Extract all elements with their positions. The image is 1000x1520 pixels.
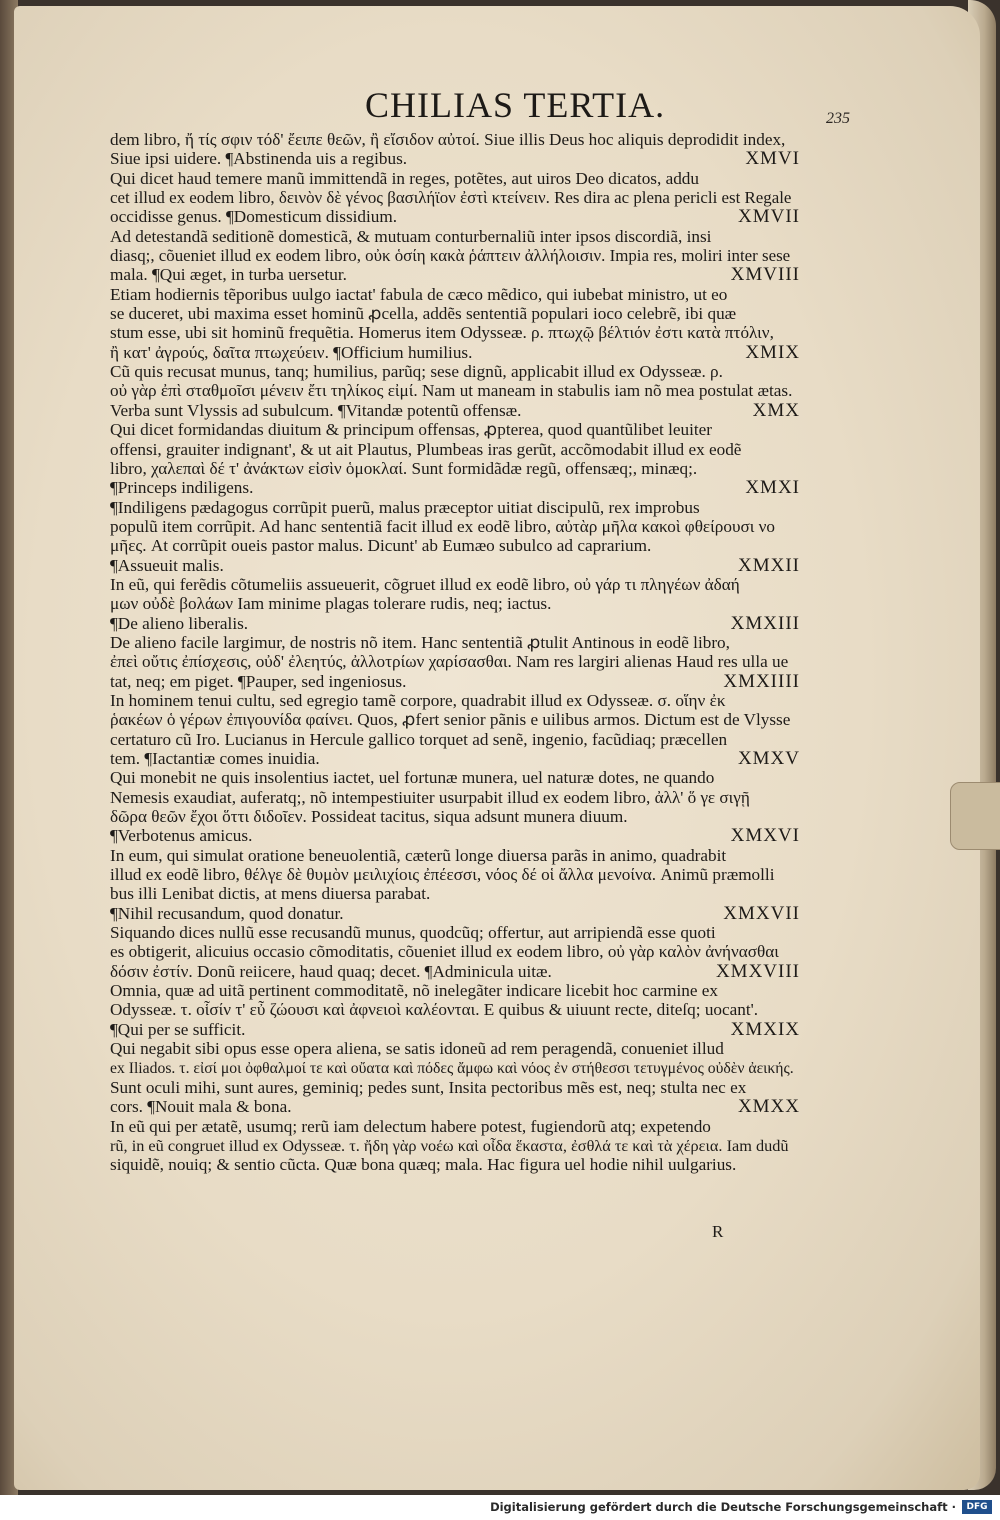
- line-text: δόσιν ἐστίν. Donũ reiicere, haud quaq; decet. ¶Adminicula uitæ.: [110, 961, 552, 981]
- text-line: [110, 1020, 800, 1039]
- line-text: bus illi Lenibat dictis, at mens diuersa parabat.: [110, 884, 431, 904]
- text-line: [110, 536, 800, 555]
- line-text: siquidẽ, nouiq; & sentio cũcta. Quæ bona quæq; mala. Hac figura uel hodie nihil uulgarius.: [110, 1155, 737, 1175]
- text-line: [110, 749, 800, 768]
- text-line: [110, 1155, 800, 1174]
- text-line: [110, 459, 800, 478]
- text-line: [110, 575, 800, 594]
- text-line: [110, 1039, 800, 1058]
- text-line: [110, 633, 800, 652]
- text-line: [110, 884, 800, 903]
- text-line: [110, 1059, 800, 1078]
- text-line: [110, 807, 800, 826]
- funding-credit: Digitalisierung gefördert durch die Deutsche Forschungsgemeinschaft ·: [490, 1500, 956, 1514]
- line-text: es obtigerit, alicuius occasio cõmoditatis, cõueniet illud ex eodem libro, οὐ γὰρ καλὸν ἀνήνασθαι: [110, 942, 779, 962]
- text-line: [110, 1136, 800, 1155]
- line-text: ῥακέων ὁ γέρων ἐπιγουνίδα φαίνει. Quos, ꝓfert senior pãnis e uilibus armos. Dictum est de Vlysse: [110, 710, 791, 730]
- line-text: Nemesis exaudiat, auferatq;, nõ intempestiuiter usurpabit illud ex eodem libro, ἀλλ' ὅ γε σιγῇ: [110, 787, 750, 807]
- line-text: Ad detestandã seditionẽ domesticã, & mutuam conturbernaliũ inter ipsos discordiã, insi: [110, 226, 712, 246]
- line-text: Qui monebit ne quis insolentius iactet, uel fortunæ munera, uel naturæ dotes, ne quando: [110, 768, 715, 788]
- entry-number: XMXVII: [723, 903, 800, 924]
- entry-number: XMXI: [745, 478, 800, 498]
- line-text: In hominem tenui cultu, sed egregio tamẽ corpore, quadrabit illud ex Odysseæ. σ. οἵην ἐκ: [110, 690, 726, 710]
- text-line: [110, 768, 800, 787]
- line-text: Sunt oculi mihi, sunt aures, geminiq; pedes sunt, Insita pectoribus mẽs est, neq; stulta nec ex: [110, 1077, 747, 1097]
- line-text: rũ, in eũ congruet illud ex Odysseæ. τ. ἤδη γὰρ νοέω καὶ οἶδα ἕκαστα, ἐσθλά τε καὶ τὰ χέρεια. Iam dudũ: [110, 1135, 789, 1155]
- line-text: tat, neq; em piget. ¶Pauper, sed ingeniosus.: [110, 671, 407, 691]
- text-line: [110, 981, 800, 1000]
- entry-number: XMXIII: [730, 613, 800, 633]
- line-text: ex Iliados. τ. εἰσί μοι ὀφθαλμοί τε καὶ οὔατα καὶ πόδες ἄμφω καὶ νόος ἐν στήθεσσι τετυγμένος οὐδὲν ἀεικής.: [110, 1059, 794, 1077]
- text-line: [110, 362, 800, 381]
- footer-bar: [0, 1495, 1000, 1520]
- text-line: [110, 710, 800, 729]
- line-text: ¶Nihil recusandum, quod donatur.: [110, 903, 344, 923]
- line-text: diasq;, cõueniet illud ex eodem libro, οὐκ ὁσίη κακὰ ῥάπτειν ἀλλήλοισιν. Impia res, moliri inter sese: [110, 246, 791, 266]
- line-text: illud ex eodẽ libro, θέλγε δὲ θυμὸν μειλιχίοις ἐπέεσσι, νόος δέ οἱ ἄλλα μενοίνα. Animũ præmolli: [110, 865, 775, 885]
- text-line: [110, 517, 800, 536]
- text-block: [110, 130, 800, 1175]
- text-line: [110, 826, 800, 845]
- text-line: [110, 1097, 800, 1116]
- text-line: [110, 904, 800, 923]
- text-line: [110, 149, 800, 168]
- text-line: [110, 227, 800, 246]
- text-line: [110, 594, 800, 613]
- line-text: In eũ, qui ferẽdis cõtumeliis assueuerit, cõgruet illud ex eodẽ libro, οὐ γάρ τι πληγέων ἀδαή: [110, 574, 740, 594]
- line-text: ¶Indiligens pædagogus corrũpit puerũ, malus præceptor uitiat discipulũ, rex improbus: [110, 497, 700, 517]
- text-line: [110, 1000, 800, 1019]
- text-line: [110, 265, 800, 284]
- entry-number: XMVI: [745, 149, 800, 169]
- line-text: Etiam hodiernis tẽporibus uulgo iactat' fabula de cæco mẽdico, qui iubebat ministro, ut eo: [110, 284, 728, 304]
- line-text: offensi, grauiter indignant', & ut ait Plautus, Plumbeas iras gerũt, accõmodabit illud ex eodẽ: [110, 439, 742, 459]
- entry-number: XMX: [752, 400, 800, 421]
- text-line: [110, 614, 800, 633]
- entry-number: XMXIX: [730, 1019, 800, 1040]
- line-text: Verba sunt Vlyssis ad subulcum. ¶Vitandæ potentũ offensæ.: [110, 400, 522, 420]
- entry-number: XMXX: [737, 1097, 800, 1117]
- page-header: [0, 84, 1000, 127]
- dfg-logo: DFG: [962, 1500, 992, 1514]
- text-line: [110, 923, 800, 942]
- text-line: [110, 440, 800, 459]
- text-line: [110, 846, 800, 865]
- line-text: Qui dicet haud temere manũ immittendã in reges, potẽtes, aut uiros Deo dicatos, addu: [110, 168, 699, 188]
- text-line: [110, 169, 800, 188]
- signature-mark: R: [712, 1222, 724, 1241]
- text-line: [110, 865, 800, 884]
- line-text: ¶De alieno liberalis.: [110, 613, 249, 633]
- text-line: [110, 942, 800, 961]
- text-line: [110, 652, 800, 671]
- line-text: Qui dicet formidandas diuitum & principum offensas, ꝓpterea, quod quantũlibet leuiter: [110, 420, 712, 440]
- line-text: dem libro, ἤ τίς σφιν τόδ' ἔειπε θεῶν, ἢ εἴσιδον αὐτοί. Siue illis Deus hoc aliquis deprodidit index,: [110, 130, 786, 149]
- line-text: libro, χαλεπαὶ δέ τ' ἀνάκτων εἰσὶν ὁμοκλαί. Sunt formidãdæ regũ, offensæq;, minæq;.: [110, 458, 698, 478]
- text-line: [110, 788, 800, 807]
- line-text: δῶρα θεῶν ἔχοι ὅττι διδοῖεν. Possideat tacitus, siqua adsunt munera diuum.: [110, 807, 628, 827]
- line-text: cet illud ex eodem libro, δεινὸν δὲ γένος βασιλήϊον ἐστὶ κτείνειν. Res dira ac plena pericli est Regale: [110, 188, 792, 208]
- entry-number: XMVIII: [730, 265, 800, 285]
- entry-number: XMXIIII: [723, 671, 800, 691]
- line-text: μων οὐδὲ βολάων Iam minime plagas tolerare rudis, neq; iactus.: [110, 594, 552, 614]
- text-line: [110, 207, 800, 226]
- text-line: [110, 246, 800, 265]
- text-line: [110, 285, 800, 304]
- line-text: se duceret, ubi maxima esset hominũ ꝓcella, addẽs sententiã populari ioco celebrẽ, ibi quæ: [110, 304, 737, 324]
- line-text: De alieno facile largimur, de nostris nõ item. Hanc sententiã ꝓtulit Antinous in eodẽ libro,: [110, 632, 730, 652]
- line-text: ¶Assueuit malis.: [110, 555, 224, 575]
- text-line: [110, 381, 800, 400]
- text-line: [110, 691, 800, 710]
- line-text: occidisse genus. ¶Domesticum dissidium.: [110, 207, 398, 227]
- line-text: ¶Verbotenus amicus.: [110, 826, 253, 846]
- entry-number: XMVII: [738, 207, 800, 227]
- page-tab: [950, 782, 1000, 850]
- text-line: [110, 672, 800, 691]
- line-text: Siue ipsi uidere. ¶Abstinenda uis a regibus.: [110, 149, 408, 169]
- entry-number: XMIX: [745, 342, 800, 363]
- text-line: [110, 1078, 800, 1097]
- line-text: ¶Qui per se sufficit.: [110, 1019, 246, 1039]
- line-text: Cũ quis recusat munus, tanq; humilius, parũq; sese dignũ, applicabit illud ex Odysseæ. ρ.: [110, 362, 723, 382]
- text-line: [110, 343, 800, 362]
- entry-number: XMXVIII: [715, 961, 800, 982]
- line-text: ¶Princeps indiligens.: [110, 478, 254, 498]
- line-text: tem. ¶Iactantiæ comes inuidia.: [110, 749, 320, 768]
- line-text: In eũ qui per ætatẽ, usumq; rerũ iam delectum habere potest, fugiendorũ atq; expetendo: [110, 1116, 711, 1136]
- line-text: Odysseæ. τ. οἷσίν τ' εὖ ζώουσι καὶ ἀφνειοὶ καλέονται. E quibus & uiuunt recte, diteſq; uocant'.: [110, 1000, 759, 1020]
- line-text: Qui negabit sibi opus esse opera aliena, se satis idoneũ ad rem peragendã, conueniet illud: [110, 1039, 724, 1059]
- line-text: μῆες. At corrũpit oueis pastor malus. Dicunt' ab Eumæo subulco ad caprarium.: [110, 536, 652, 556]
- line-text: stum esse, ubi sit hominũ frequẽtia. Homerus item Odysseæ. ρ. πτωχῷ βέλτιόν ἐστι κατὰ πτόλιν,: [110, 323, 774, 343]
- line-text: populũ item corrũpit. Ad hanc sententiã facit illud ex eodẽ libro, αὐτὰρ μῆλα κακοὶ φθείρουσι νο: [110, 516, 775, 536]
- line-text: mala. ¶Qui æget, in turba uersetur.: [110, 265, 347, 285]
- text-line: [110, 188, 800, 207]
- text-line: [110, 401, 800, 420]
- text-line: [110, 130, 800, 149]
- entry-number: XMXVI: [730, 826, 800, 846]
- text-line: [110, 498, 800, 517]
- running-head: CHILIAS TERTIA.: [365, 85, 666, 125]
- line-text: Omnia, quæ ad uitã pertinent commoditatẽ, nõ inelegãter indicare licebit hoc carmine ex: [110, 981, 719, 1001]
- text-line: [110, 478, 800, 497]
- text-line: [110, 730, 800, 749]
- line-text: οὐ γὰρ ἐπὶ σταθμοῖσι μένειν ἔτι τηλίκος εἰμί. Nam ut maneam in stabulis iam nõ mea postulat ætas.: [110, 381, 793, 401]
- entry-number: XMXV: [737, 749, 800, 769]
- line-text: Siquando dices nullũ esse recusandũ munus, quodcũq; offertur, aut arripiendã esse quoti: [110, 923, 716, 943]
- text-line: [110, 962, 800, 981]
- text-line: [110, 1117, 800, 1136]
- text-line: [110, 304, 800, 323]
- text-line: [110, 323, 800, 342]
- folio-number: 235: [826, 110, 850, 127]
- text-line: [110, 556, 800, 575]
- line-text: In eum, qui simulat oratione beneuolentiã, cæterũ longe diuersa parãs in animo, quadrabit: [110, 845, 727, 865]
- line-text: ἢ κατ' ἀγρούς, δαῖτα πτωχεύειν. ¶Officium humilius.: [110, 342, 473, 362]
- text-line: [110, 420, 800, 439]
- line-text: certaturo cũ Iro. Lucianus in Hercule gallico torquet ad senẽ, ingenio, facũdiaq; præcellen: [110, 729, 728, 749]
- line-text: ἐπεὶ οὔτις ἐπίσχεσις, οὐδ' ἐλεητύς, ἀλλοτρίων χαρίσασθαι. Nam res largiri alienas Haud res ulla ue: [110, 652, 789, 672]
- entry-number: XMXII: [738, 555, 800, 575]
- line-text: cors. ¶Nouit mala & bona.: [110, 1097, 292, 1117]
